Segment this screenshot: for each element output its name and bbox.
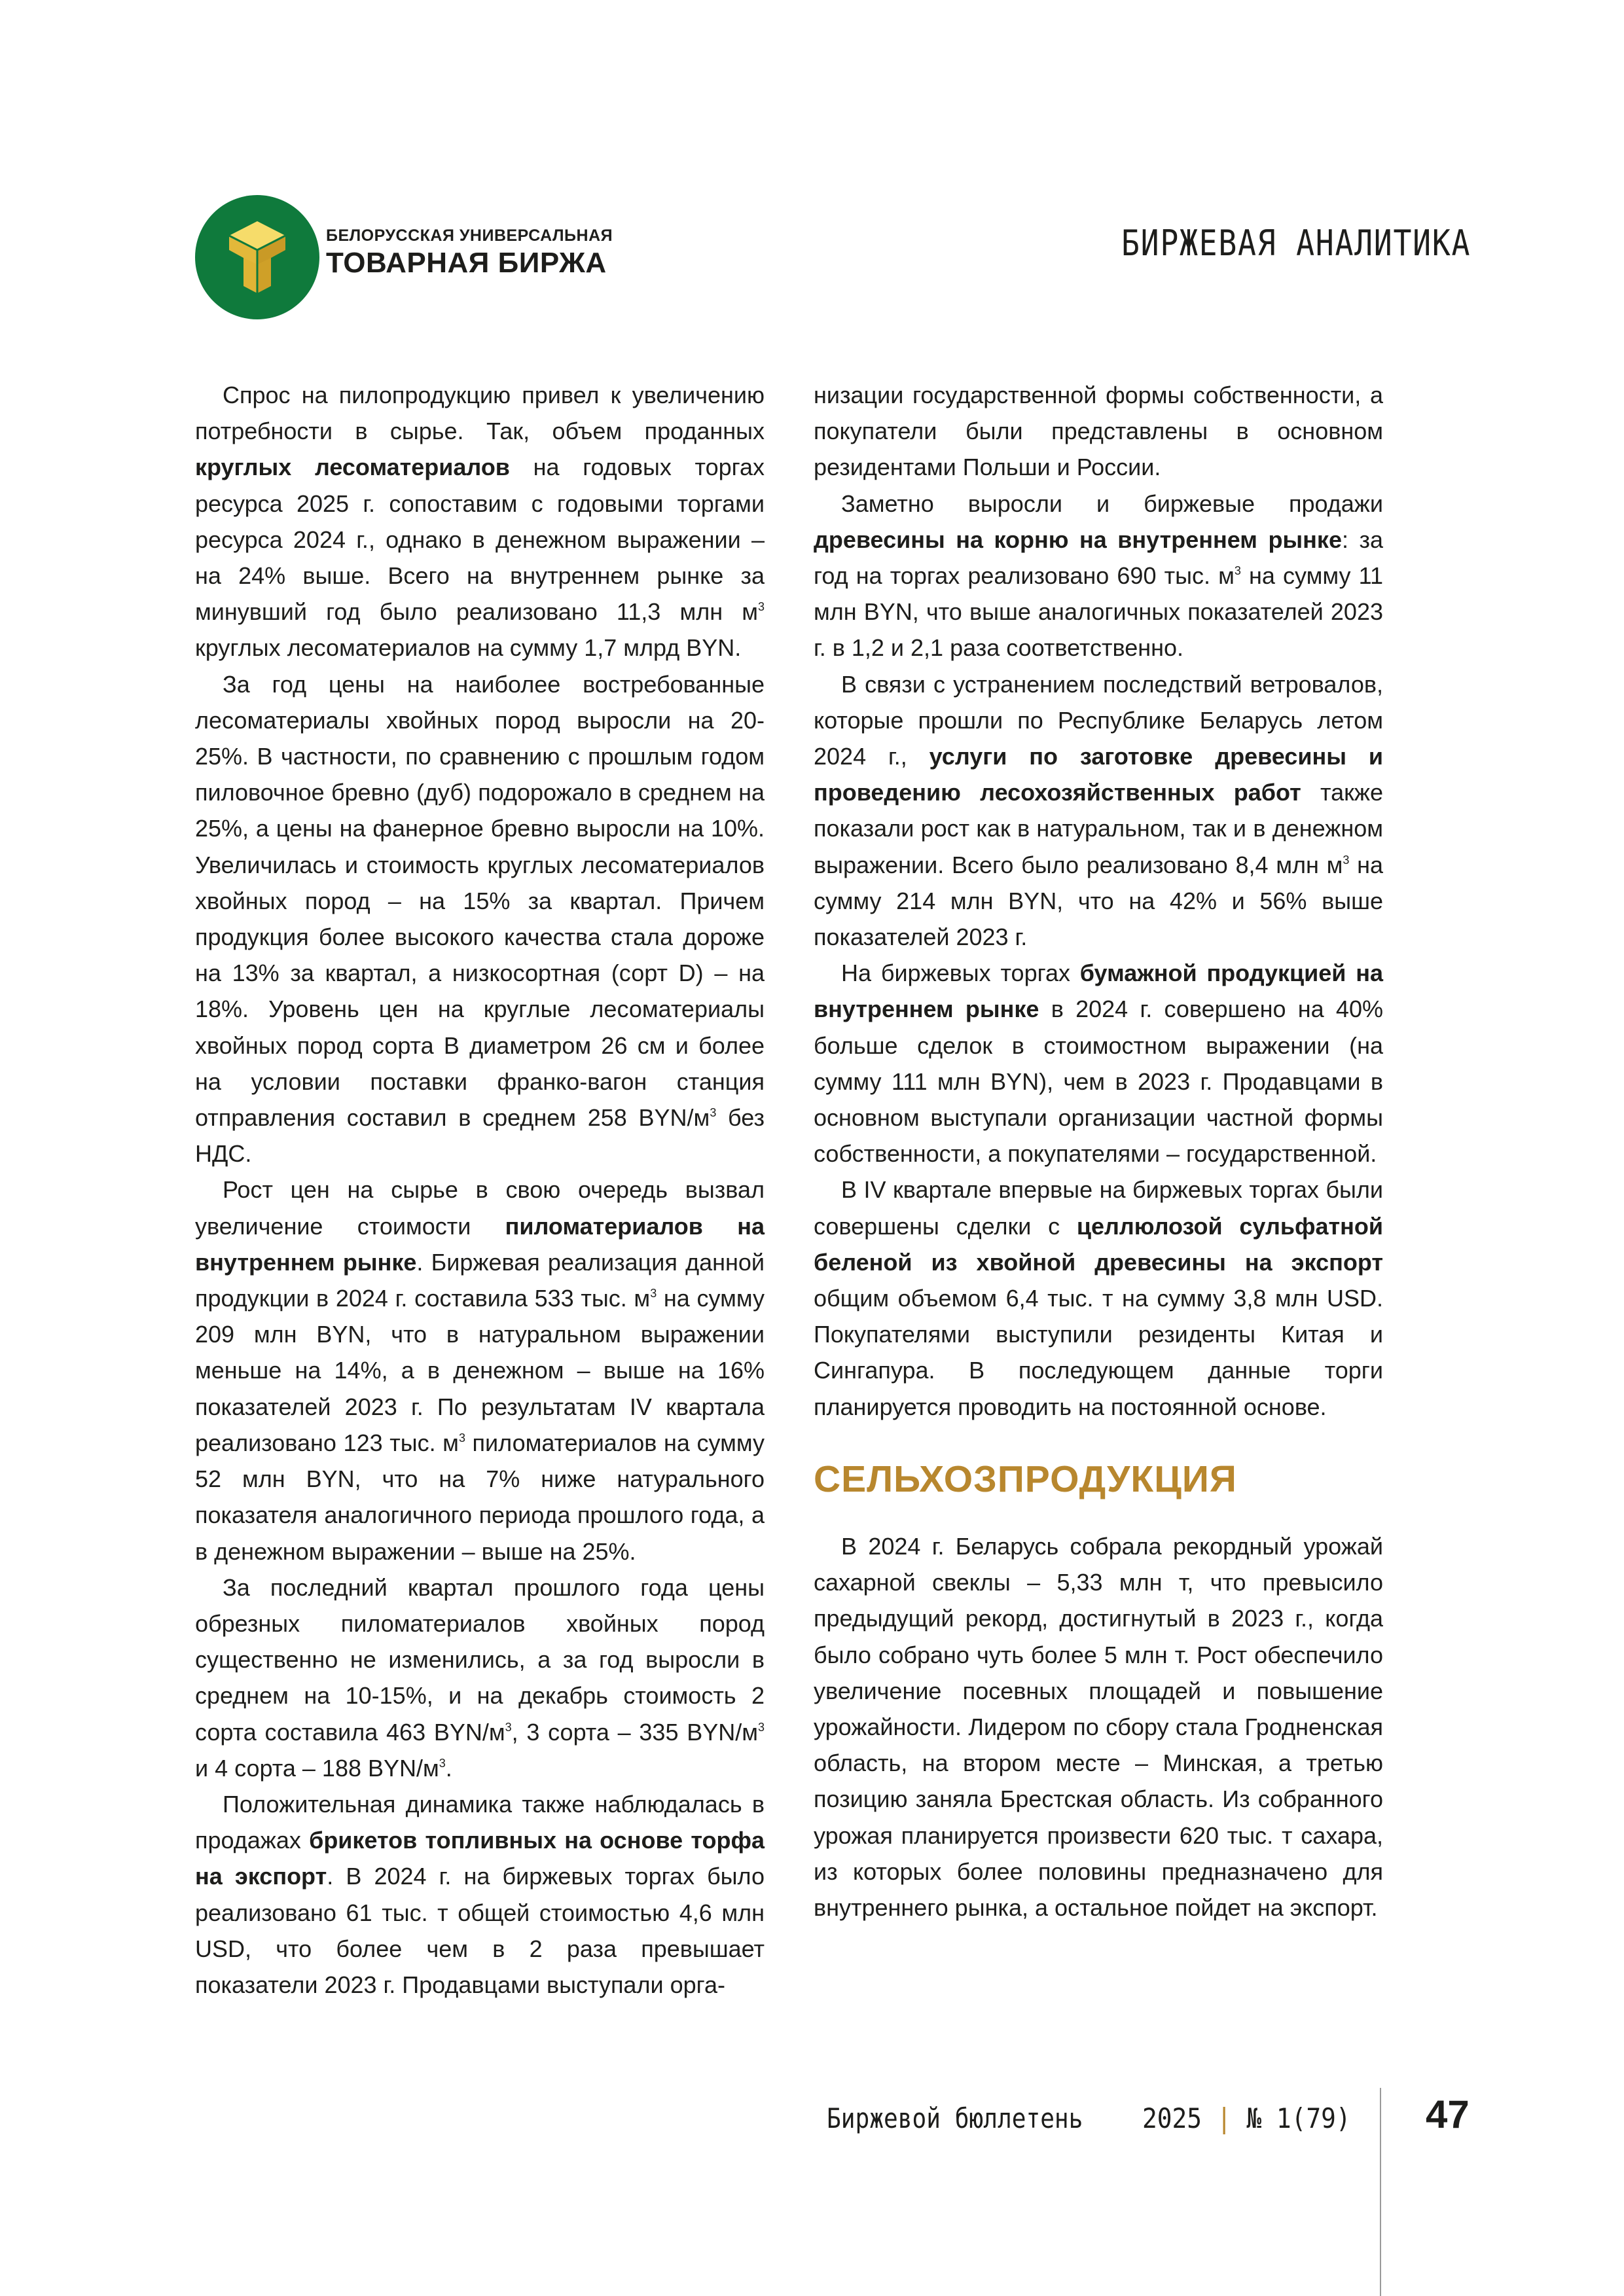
superscript: 3 bbox=[758, 1720, 765, 1734]
text: Спрос на пилопродукцию привел к увеличению потребности в сырье. Так, объем проданных bbox=[195, 382, 765, 445]
text: и 4 сорта – 188 BYN/м bbox=[195, 1754, 439, 1782]
text: в 2024 г. совершено на 40% больше сделок в стоимостном выражении (на сумму 111 млн BYN), чем в 2023 г. Продавцами в основном выступали организации частной формы собственности, а покупателями – государственной. bbox=[814, 996, 1383, 1168]
text: на годовых торгах ресурса 2025 г. сопоставим с годовыми торгами ресурса 2024 г., однако в денежном выражении – на 24% выше. Всего на внутреннем рынке за минувший год было реализовано 11,3 млн м bbox=[195, 454, 765, 626]
bold-text: круглых лесоматериалов bbox=[195, 454, 510, 481]
bold-text: брикетов топливных на основе торфа на экспорт bbox=[195, 1827, 765, 1890]
text: также показали рост как в натуральном, так и в денежном выражении. Всего было реализовано 8,4 млн м bbox=[814, 779, 1383, 878]
bold-text: услуги по заготовке древесины и проведению лесохозяйственных работ bbox=[814, 743, 1383, 806]
superscript: 3 bbox=[505, 1720, 512, 1734]
section-heading: СЕЛЬХОЗПРОДУКЦИЯ bbox=[814, 1458, 1237, 1500]
paragraph bbox=[195, 1786, 765, 2003]
text: Заметно выросли и биржевые продажи bbox=[841, 490, 1383, 517]
exchange-logo-icon bbox=[195, 195, 319, 319]
paragraph bbox=[814, 955, 1383, 1172]
text: В IV квартале впервые на биржевых торгах были совершены сделки с bbox=[814, 1176, 1383, 1240]
logo-line-1: БЕЛОРУССКАЯ УНИВЕРСАЛЬНАЯ bbox=[326, 226, 613, 245]
page-number: 47 bbox=[1426, 2092, 1470, 2136]
text: В связи с устранением последствий ветровалов, которые прошли по Республике Беларусь летом 2024 г., bbox=[814, 670, 1383, 770]
issue-separator: | bbox=[1216, 2102, 1232, 2134]
left-column bbox=[195, 377, 765, 2003]
issue-number: № 1(79) bbox=[1246, 2102, 1351, 2134]
text: Рост цен на сырье в свою очередь вызвал увеличение стоимости bbox=[195, 1176, 765, 1240]
bold-text: целлюлозой сульфатной беленой из хвойной древесины на экспорт bbox=[814, 1212, 1383, 1276]
text: За последний квартал прошлого года цены обрезных пиломатериалов хвойных пород существенно не изменились, а за год выросли в среднем на 10-15%, и на декабрь стоимость 2 сорта составила 463 BYN/м bbox=[195, 1573, 765, 1746]
bold-text: пиломатериалов на внутреннем рынке bbox=[195, 1212, 765, 1276]
text: За год цены на наиболее востребованные лесоматериалы хвойных пород выросли на 20-25%. В частности, по сравнению с прошлым годом пиловочное бревно (дуб) подорожало в среднем на 25%, а цены на фанерное бревно выросли на 10%. Увеличилась и стоимость круглых лесоматериалов хвойных пород – на 15% за квартал. Причем продукция более высокого качества стала дороже на 13% за квартал, а низкосортная (сорт D) – на 18%. Уровень цен на круглые лесоматериалы хвойных пород сорта B диаметром 26 см и более на условии поставки франко-вагон станция отправления составил в среднем 258 BYN/м bbox=[195, 670, 765, 1132]
paragraph bbox=[814, 486, 1383, 666]
superscript: 3 bbox=[1234, 564, 1241, 578]
text: . Биржевая реализация данной продукции в 2024 г. составила 533 тыс. м bbox=[195, 1248, 765, 1312]
text: пиломатериалов на сумму 52 млн BYN, что на 7% ниже натурального показателя аналогичного периода прошлого года, а в денежном выражении – выше на 25%. bbox=[195, 1429, 765, 1565]
paragraph bbox=[814, 1172, 1383, 1424]
text: без НДС. bbox=[195, 1104, 765, 1168]
paragraph bbox=[195, 1172, 765, 1569]
superscript: 3 bbox=[650, 1287, 657, 1300]
right-column bbox=[814, 377, 1383, 1926]
paragraph: низации государственной формы собственности, а покупатели были представлены в основном резидентами Польши и России. bbox=[814, 382, 1383, 481]
text: На биржевых торгах bbox=[841, 960, 1080, 987]
issue-info bbox=[1142, 2102, 1351, 2134]
text: на сумму 209 млн BYN, что в натуральном выражении меньше на 14%, а в денежном – выше на 16% показателей 2023 г. По результатам IV квартала реализовано 123 тыс. м bbox=[195, 1285, 765, 1456]
issue-year: 2025 bbox=[1142, 2102, 1202, 2134]
footer-divider bbox=[1380, 2088, 1381, 2296]
text: Положительная динамика также наблюдалась в продажах bbox=[195, 1790, 765, 1854]
paragraph: В 2024 г. Беларусь собрала рекордный урожай сахарной свеклы – 5,33 млн т, что превысило предыдущий рекорд, достигнутый в 2023 г., когда было собрано чуть более 5 млн т. Рост обеспечило увеличение посевных площадей и повышение урожайности. Лидером по сбору стала Гродненская область, на втором месте – Минская, а третью позицию заняла Брестская область. Из собранного урожая планируется произвести 620 тыс. т сахара, из которых более половины предназначено для внутреннего рынка, а остальное пойдет на экспорт. bbox=[814, 1532, 1383, 1921]
superscript: 3 bbox=[710, 1106, 717, 1120]
text: круглых лесоматериалов на сумму 1,7 млрд BYN. bbox=[195, 634, 742, 662]
text: на сумму 214 млн BYN, что на 42% и 56% выше показателей 2023 г. bbox=[814, 851, 1383, 951]
superscript: 3 bbox=[458, 1431, 465, 1444]
journal-name: Биржевой бюллетень bbox=[827, 2102, 1083, 2134]
exchange-logo-text bbox=[326, 226, 613, 279]
text: общим объемом 6,4 тыс. т на сумму 3,8 млн USD. Покупателями выступили резиденты Китая и Сингапура. В последующем данные торги планируется проводить на постоянной основе. bbox=[814, 1285, 1383, 1420]
text: на сумму 11 млн BYN, что выше аналогичных показателей 2023 г. в 1,2 и 2,1 раза соответственно. bbox=[814, 562, 1384, 662]
bold-text: бумажной продукцией на внутреннем рынке bbox=[814, 960, 1383, 1023]
paragraph bbox=[195, 377, 765, 666]
section-title: БИРЖЕВАЯ АНАЛИТИКА bbox=[1121, 223, 1471, 264]
superscript: 3 bbox=[439, 1756, 446, 1770]
text: . bbox=[445, 1754, 452, 1782]
paragraph bbox=[814, 666, 1383, 956]
text: . В 2024 г. на биржевых торгах было реализовано 61 тыс. т общей стоимостью 4,6 млн USD, что более чем в 2 раза превышает показатели 2023 г. Продавцами выступали орга- bbox=[195, 1863, 765, 1998]
text: : за год на торгах реализовано 690 тыс. м bbox=[814, 526, 1384, 590]
logo-line-2: ТОВАРНАЯ БИРЖА bbox=[326, 247, 607, 279]
paragraph bbox=[195, 666, 765, 1172]
superscript: 3 bbox=[757, 600, 765, 614]
bold-text: древесины на корню на внутреннем рынке bbox=[814, 526, 1342, 553]
paragraph bbox=[195, 1570, 765, 1786]
text: , 3 сорта – 335 BYN/м bbox=[511, 1718, 758, 1746]
superscript: 3 bbox=[1343, 853, 1350, 867]
